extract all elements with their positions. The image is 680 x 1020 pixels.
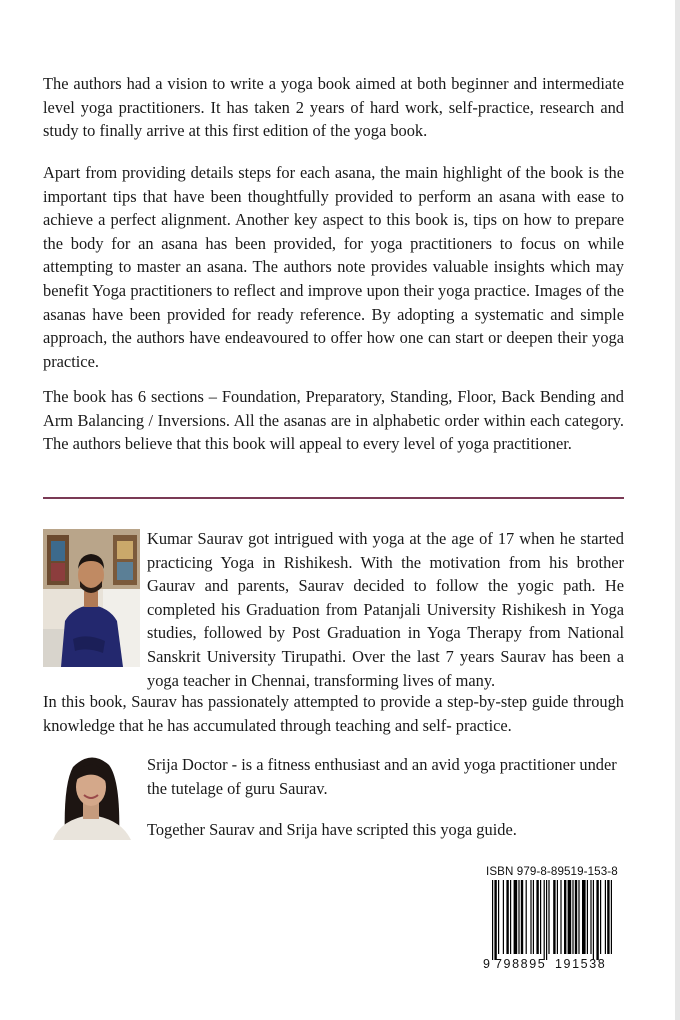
author-bio-kumar-saurav: Kumar Saurav got intrigued with yoga at the age of 17 when he started practicing Yoga in Rishikesh. With the motivation from his brother Gaurav and parents, Saurav decided to follow the yogic path. He completed his Graduation from Patanjali University Rishikesh in Yoga studies, followed by Post Graduation in Yoga Therapy from National Sanskrit University Tirupathi. Over the last 7 years Saurav has been a yoga teacher in Chennai, transforming lives of many. xyxy=(147,529,624,690)
barcode-bar xyxy=(607,880,609,954)
barcode-bar xyxy=(530,880,531,954)
barcode-bar xyxy=(582,880,586,954)
barcode-bar xyxy=(564,880,566,954)
barcode-bar xyxy=(596,880,598,960)
author-photo-kumar-saurav xyxy=(43,529,140,667)
barcode-bar xyxy=(605,880,606,954)
isbn-label: ISBN 979-8-89519-153-8 xyxy=(486,865,618,878)
barcode-bar xyxy=(560,880,561,954)
barcode-bar xyxy=(521,880,523,954)
barcode-bar xyxy=(593,880,594,960)
barcode-digits-left: 798895 xyxy=(495,957,547,971)
barcode-bar xyxy=(510,880,511,954)
author-photo-srija-doctor xyxy=(43,745,140,840)
closing-line: Together Saurav and Srija have scripted this yoga guide. xyxy=(147,820,517,839)
barcode-bar xyxy=(503,880,504,954)
barcode-bar xyxy=(578,880,579,954)
barcode-bar xyxy=(600,880,601,954)
barcode-digits-right: 191538 xyxy=(555,957,607,971)
barcode-bar xyxy=(544,880,545,960)
barcode-bar xyxy=(548,880,549,954)
barcode-bar xyxy=(540,880,541,954)
author-bio-srija-doctor: Srija Doctor - is a fitness enthusiast and an avid yoga practitioner under the tutelage of guru Saurav. xyxy=(147,755,617,798)
barcode-bar xyxy=(526,880,527,954)
barcode-bar xyxy=(611,880,612,954)
section-divider xyxy=(43,497,624,499)
intro-paragraph-3: The book has 6 sections – Foundation, Preparatory, Standing, Floor, Back Bending and Arm Balancing / Inversions. All the asanas are in alphabetic order within each category. The authors believe that this book will appeal to every level of yoga practitioner. xyxy=(43,387,624,454)
intro-paragraph-1: The authors had a vision to write a yoga book aimed at both beginner and intermediate level yoga practitioners. It has taken 2 years of hard work, self-practice, research and study to finally arrive at this first edition of the yoga book. xyxy=(43,74,624,141)
barcode-bar xyxy=(557,880,558,954)
barcode xyxy=(482,880,622,960)
barcode-bar xyxy=(514,880,518,954)
barcode-bar xyxy=(572,880,573,954)
isbn-barcode-block xyxy=(482,862,622,974)
barcode-bar xyxy=(533,880,534,954)
page-edge xyxy=(675,0,680,1020)
barcode-bar xyxy=(536,880,538,954)
barcode-bar xyxy=(546,880,547,960)
barcode-bar xyxy=(568,880,572,954)
barcode-digit-first: 9 xyxy=(483,957,490,971)
barcode-bar xyxy=(498,880,499,954)
barcode-bar xyxy=(506,880,508,954)
barcode-bar xyxy=(587,880,588,954)
barcode-bar xyxy=(494,880,496,960)
barcode-bar xyxy=(575,880,577,954)
book-note-paragraph: In this book, Saurav has passionately attempted to provide a step-by-step guide through knowledge that he has accumulated through teaching and self- practice. xyxy=(43,692,624,735)
intro-paragraph-2: Apart from providing details steps for each asana, the main highlight of the book is the important tips that have been thoughtfully provided to perform an asana with ease to achieve a perfect alignment. Another key aspect to this book is, tips on how to prepare the body for an asana has been provided, for yoga practitioners to focus on while attempting to master an asana. The authors note provides valuable insights which may benefit Yoga practitioners to reflect and improve upon their yoga practice. Images of the asanas have been provided for ready reference. By adopting a systematic and simple approach, the authors have endeavoured to offer how one can start or deepen their yoga practice. xyxy=(43,163,624,371)
barcode-bar xyxy=(492,880,493,960)
barcode-bar xyxy=(590,880,591,954)
barcode-bar xyxy=(518,880,519,954)
barcode-bar xyxy=(553,880,555,954)
